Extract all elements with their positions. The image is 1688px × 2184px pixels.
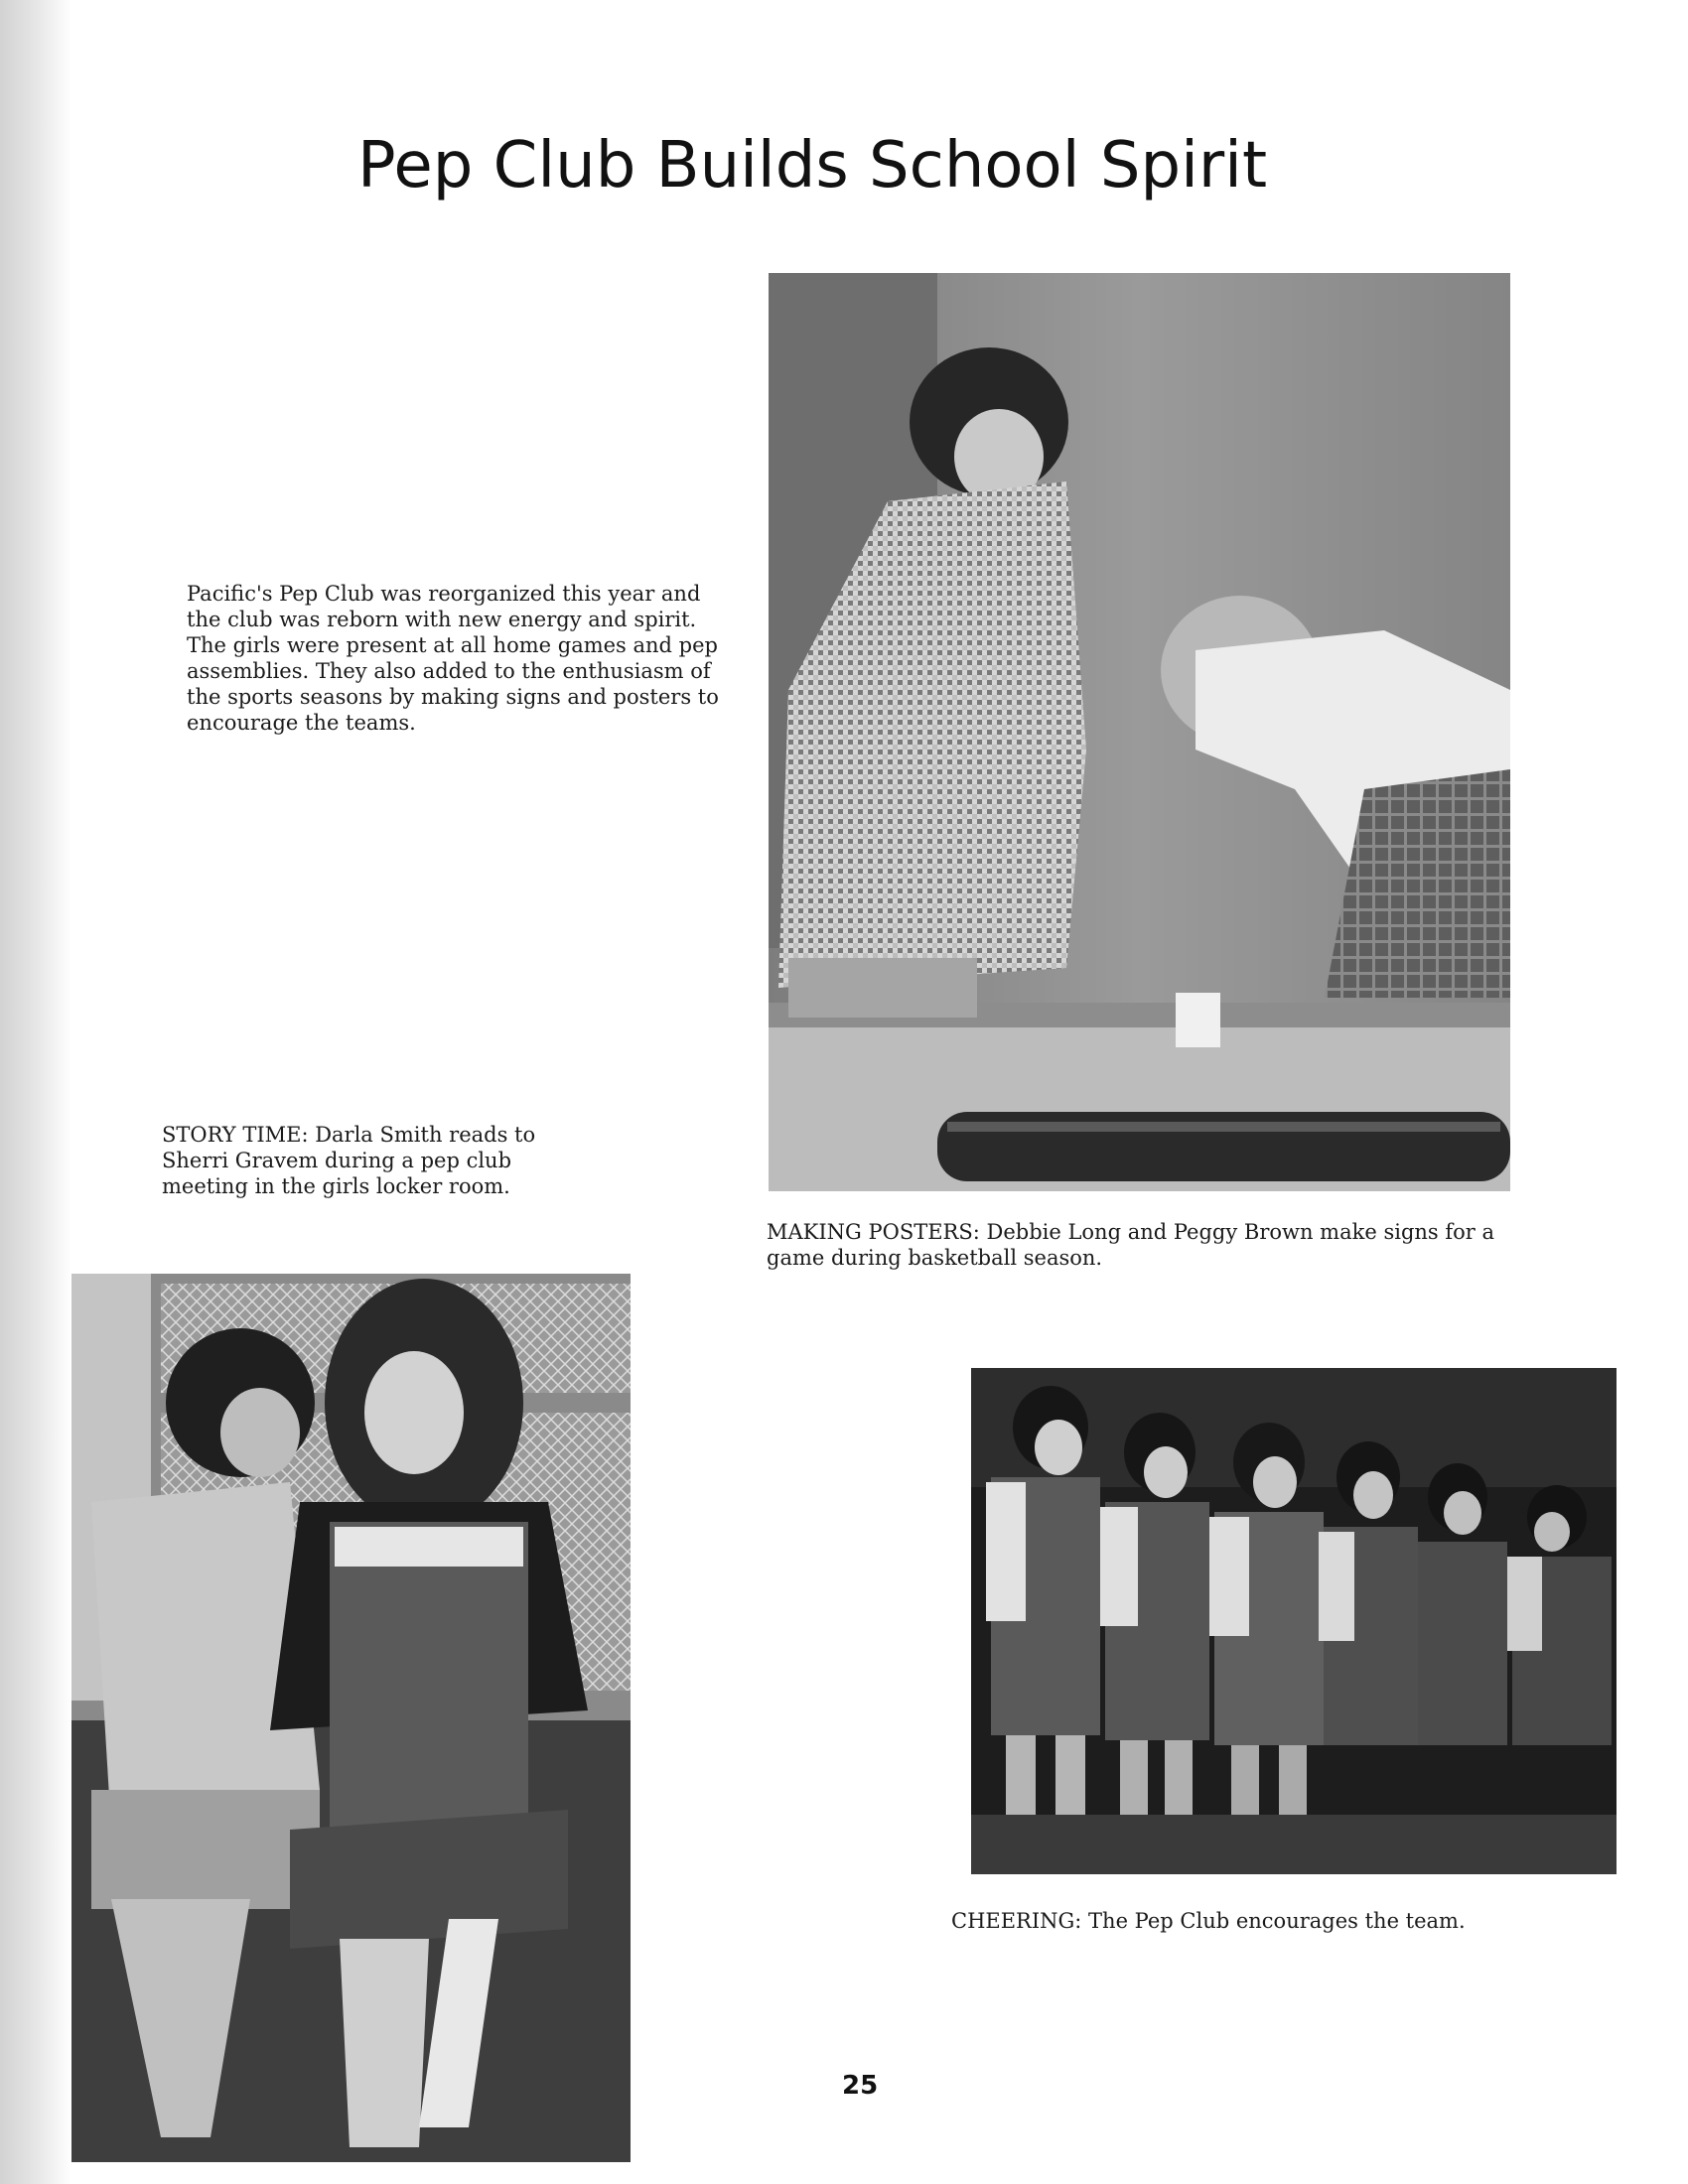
story-time-caption: STORY TIME: Darla Smith reads to Sherri Gravem during a pep club meeting in the girls locker room. — [162, 1123, 536, 1198]
cheering-image — [971, 1368, 1617, 1874]
page-number: 25 — [842, 2071, 879, 2101]
cheering-caption: CHEERING: The Pep Club encourages the team. — [951, 1909, 1466, 1933]
making-posters-image — [769, 273, 1510, 1191]
story-time-photo — [71, 1274, 631, 2162]
page-title: Pep Club Builds School Spirit — [357, 129, 1268, 203]
story-time-image — [71, 1274, 631, 2162]
cheering-photo — [971, 1368, 1617, 1874]
page-binding-edge — [0, 0, 71, 2184]
making-posters-caption: MAKING POSTERS: Debbie Long and Peggy Brown make signs for a game during basketball season. — [767, 1220, 1495, 1270]
intro-paragraph: Pacific's Pep Club was reorganized this year and the club was reborn with new energy and spirit. The girls were present at all home games and pep assemblies. They also added to the enthusiasm of the sports seasons by making signs and posters to encourage the teams. — [187, 582, 719, 735]
making-posters-photo — [769, 273, 1510, 1191]
